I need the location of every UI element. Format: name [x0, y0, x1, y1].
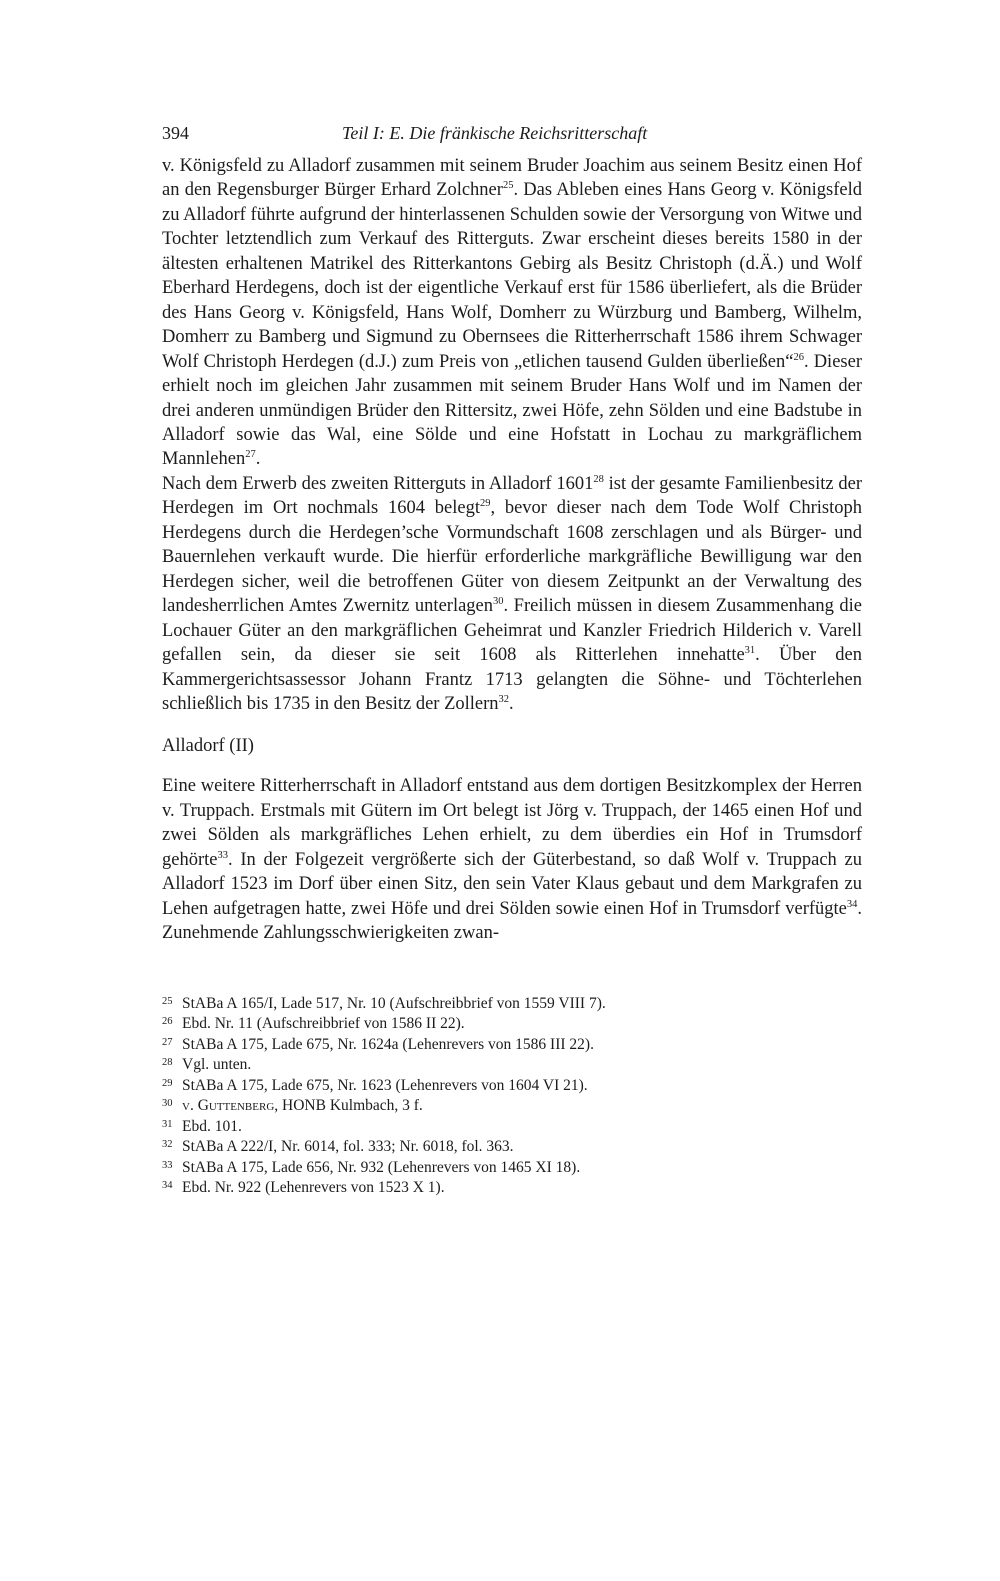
footnote-text: StABa A 165/I, Lade 517, Nr. 10 (Aufschreibbrief von 1559 VIII 7).	[182, 994, 606, 1012]
text-run: . Das Ableben eines Hans Georg v. Königsfeld zu Alladorf führte aufgrund der hinterlassenen Schulden sowie der Versorgung von Witwe und Tochter letztendlich zum Verkauf des Ritterguts. Zwar erscheint dieses bereits 1580 in der ältesten erhaltenen Matrikel des Ritterkantons Gebirg als Besitz Christoph (d.Ä.) und Wolf Eberhard Herdegens, doch ist der eigentliche Verkauf erst für 1586 überliefert, als die Brüder des Hans Georg v. Königsfeld, Hans Wolf, Domherr zu Würzburg und Bamberg, Wilhelm, Domherr zu Bamberg und Sigmund zu Obernsees die Ritterherrschaft 1586 ihrem Schwager Wolf Christoph Herdegen (d.J.) zum Preis von „etlichen tausend Gulden überließen“	[162, 180, 862, 372]
footnote-number: 26	[162, 1016, 173, 1028]
footnote	[162, 1117, 862, 1138]
footnote-reference: 32	[498, 693, 510, 705]
footnote-number: 30	[162, 1098, 173, 1110]
section-heading: Alladorf (II)	[162, 736, 254, 757]
footnote	[162, 994, 862, 1015]
footnote	[162, 1178, 862, 1199]
book-page	[162, 118, 862, 1199]
running-title: Teil I: E. Die fränkische Reichsritterschaft	[342, 123, 648, 143]
footnote-reference: 25	[502, 180, 514, 192]
paragraph	[162, 154, 862, 472]
footnote-number: 32	[162, 1139, 173, 1151]
text-run: . In der Folgezeit vergrößerte sich der Güterbestand, so daß Wolf v. Truppach zu Alladorf 1523 im Dorf über einen Sitz, den sein Vater Klaus gebaut und dem Markgrafen zu Lehen aufgetragen hatte, zwei Höfe und drei Sölden sowie einen Hof in Trumsdorf verfügte	[162, 849, 862, 919]
footnote-reference: 29	[479, 498, 491, 510]
footnote-number: 27	[162, 1036, 173, 1048]
footnote-text	[182, 1096, 862, 1117]
footnote-reference: 31	[744, 644, 756, 656]
footnote-text-rest: , HONB Kulmbach, 3 f.	[274, 1097, 423, 1115]
footnote	[162, 1014, 862, 1035]
footnote-text: StABa A 175, Lade 675, Nr. 1624a (Lehenrevers von 1586 III 22).	[182, 1035, 594, 1053]
page-number: 394	[162, 123, 189, 143]
text-run: . Über den Kammergerichtsassessor Johann Frantz 1713 gelangten die Söhne- und Töchterlehen schließlich bis 1735 in den Besitz der Zollern	[162, 645, 862, 714]
footnote	[162, 1035, 862, 1056]
footnote-reference: 30	[493, 596, 504, 607]
page-header	[162, 118, 862, 148]
footnote	[162, 1055, 862, 1076]
text-run: ist der gesamte Familienbesitz der Herdegen im Ort nochmals 1604 belegt	[162, 473, 862, 519]
footnote-reference: 26	[793, 351, 804, 363]
text-run: v. Königsfeld zu Alladorf zusammen mit seinem Bruder Joachim aus seinem Besitz einen Hof an den Regensburger Bürger Erhard Zolchner	[162, 156, 862, 201]
footnote-text: Ebd. Nr. 11 (Aufschreibbrief von 1586 II 22).	[182, 1015, 465, 1033]
footnote	[162, 1096, 862, 1117]
footnote-text: Ebd. 101.	[182, 1117, 242, 1135]
footnote-text: StABa A 222/I, Nr. 6014, fol. 333; Nr. 6018, fol. 363.	[182, 1138, 514, 1156]
footnotes	[162, 994, 862, 1199]
footnote-number: 33	[162, 1159, 173, 1171]
footnote-text: StABa A 175, Lade 675, Nr. 1623 (Lehenrevers von 1604 VI 21).	[182, 1076, 588, 1094]
footnote-reference: 33	[217, 849, 228, 861]
footnote-text: Vgl. unten.	[182, 1056, 252, 1074]
main-text	[162, 154, 862, 946]
footnote-number: 31	[162, 1118, 173, 1130]
footnote-reference: 34	[846, 898, 858, 910]
text-run: . Freilich müssen in diesem Zusammenhang die Lochauer Güter an den markgräflichen Geheimrat und Kanzler Friedrich Hilderich v. Varell gefallen sein, da dieser sie seit 1608 als Ritterlehen innehatte	[162, 596, 862, 666]
text-run: .	[255, 449, 261, 470]
footnote-reference: 27	[245, 449, 256, 461]
text-run: Eine weitere Ritterherrschaft in Alladorf entstand aus dem dortigen Besitzkomplex der Herren v. Truppach. Erstmals mit Gütern im Ort belegt ist Jörg v. Truppach, der 1465 einen Hof und zwei Sölden als markgräfliches Lehen erhielt, zu dem überdies ein Hof in Trumsdorf gehörte	[162, 776, 862, 870]
text-run: .	[509, 693, 514, 714]
footnote	[162, 1137, 862, 1158]
footnote-number: 34	[162, 1180, 173, 1192]
footnote-number: 29	[162, 1077, 173, 1089]
footnote-number: 25	[162, 995, 173, 1007]
text-run: . Dieser erhielt noch im gleichen Jahr zusammen mit seinem Bruder Hans Wolf und im Namen der drei anderen unmündigen Brüder den Rittersitz, zwei Höfe, zehn Sölden und eine Badstube in Alladorf sowie das Wal, eine Sölde und eine Hofstatt in Lochau zu markgräflichem Mannlehen	[162, 351, 862, 470]
footnote-text: StABa A 175, Lade 656, Nr. 932 (Lehenrevers von 1465 XI 18).	[182, 1158, 581, 1176]
footnote	[162, 1158, 862, 1179]
paragraph	[162, 472, 862, 717]
text-run: . Zunehmende Zahlungsschwierigkeiten zwan-	[162, 898, 862, 944]
paragraph	[162, 774, 862, 945]
footnote-number: 28	[162, 1057, 173, 1069]
footnote	[162, 1076, 862, 1097]
text-run: Nach dem Erwerb des zweiten Ritterguts in Alladorf 1601	[162, 473, 594, 494]
footnote-text: Ebd. Nr. 922 (Lehenrevers von 1523 X 1).	[182, 1179, 445, 1197]
text-run: , bevor dieser nach dem Tode Wolf Christoph Herdegens durch die Herdegen’sche Vormundschaft 1608 zerschlagen und als Bürger- und Bauernlehen verkauft wurde. Die hierfür erforderliche markgräfliche Bewilligung war den Herdegen sicher, weil die betroffenen Güter von diesem Zeitpunkt an der Verwaltung des landesherrlichen Amtes Zwernitz unterlagen	[162, 498, 862, 617]
footnote-reference: 28	[593, 473, 604, 485]
author-name: v. Guttenberg	[182, 1097, 275, 1115]
